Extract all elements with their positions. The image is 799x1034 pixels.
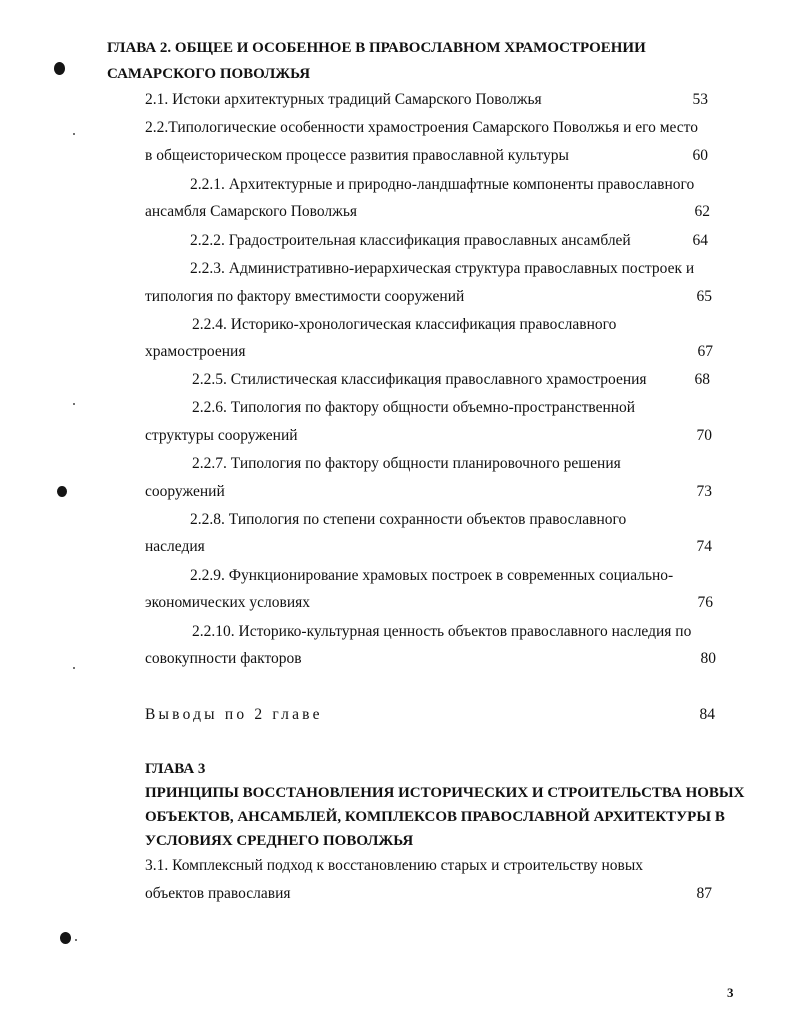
toc-entry-2-2-9-cont: экономических условиях: [145, 594, 310, 611]
scan-speck: [73, 403, 75, 405]
toc-entry-2-2-1-cont: ансамбля Самарского Поволжья: [145, 203, 358, 220]
toc-entry-2-2-3-cont: типология по фактору вместимости сооружений: [145, 288, 465, 305]
ink-blot: [54, 62, 65, 75]
toc-page-2-2-2: 64: [692, 232, 708, 249]
toc-entry-2-2-10: 2.2.10. Историко-культурная ценность объектов православного наследия по: [192, 623, 692, 640]
toc-entry-2-2-4: 2.2.4. Историко-хронологическая классификация православного: [192, 316, 617, 333]
conclusions-page: 84: [699, 706, 715, 723]
toc-page-2-2-1: 62: [694, 203, 710, 220]
toc-page-2-1: 53: [692, 91, 708, 108]
toc-page-2-2-8: 74: [696, 538, 712, 555]
toc-entry-3-1: 3.1. Комплексный подход к восстановлению старых и строительству новых: [145, 857, 644, 874]
chapter2-heading-line2: САМАРСКОГО ПОВОЛЖЬЯ: [107, 66, 311, 82]
toc-page-2-2-9: 76: [697, 594, 713, 611]
chapter3-title-line2: ОБЪЕКТОВ, АНСАМБЛЕЙ, КОМПЛЕКСОВ ПРАВОСЛАВНОЙ АРХИТЕКТУРЫ В: [145, 809, 725, 825]
toc-entry-2-2-9: 2.2.9. Функционирование храмовых построек в современных социально-: [190, 567, 674, 584]
chapter3-title-line3: УСЛОВИЯХ СРЕДНЕГО ПОВОЛЖЬЯ: [145, 833, 414, 849]
toc-entry-2-2-10-cont: совокупности факторов: [145, 650, 302, 667]
toc-entry-2-2-8-cont: наследия: [145, 538, 205, 555]
chapter3-label: ГЛАВА 3: [145, 761, 206, 777]
toc-page-2-2-7: 73: [696, 483, 712, 500]
toc-page-2-2-5: 68: [694, 371, 710, 388]
toc-page-2-2-4: 67: [697, 343, 713, 360]
toc-entry-2-2-5: 2.2.5. Стилистическая классификация православного храмостроения: [192, 371, 647, 388]
toc-page-2-2-3: 65: [696, 288, 712, 305]
toc-entry-2-2-6: 2.2.6. Типология по фактору общности объемно-пространственной: [192, 399, 636, 416]
toc-entry-2-2-2: 2.2.2. Градостроительная классификация православных ансамблей: [190, 232, 631, 249]
toc-entry-2-2-1: 2.2.1. Архитектурные и природно-ландшафтные компоненты православного: [190, 176, 695, 193]
ink-blot: [57, 486, 67, 497]
scan-speck: [75, 939, 77, 941]
toc-entry-2-2-7-cont: сооружений: [145, 483, 225, 500]
conclusions-label: Выводы по 2 главе: [145, 706, 323, 723]
toc-entry-2-1: 2.1. Истоки архитектурных традиций Самарского Поволжья: [145, 91, 542, 108]
toc-entry-2-2-7: 2.2.7. Типология по фактору общности планировочного решения: [192, 455, 621, 472]
toc-entry-3-1-cont: объектов православия: [145, 885, 291, 902]
toc-entry-2-2-4-cont: храмостроения: [145, 343, 246, 360]
scan-speck: [73, 667, 75, 669]
scan-speck: [73, 133, 75, 135]
chapter3-title-line1: ПРИНЦИПЫ ВОССТАНОВЛЕНИЯ ИСТОРИЧЕСКИХ И СТРОИТЕЛЬСТВА НОВЫХ: [145, 785, 745, 801]
toc-page-3-1: 87: [696, 885, 712, 902]
toc-entry-2-2-8: 2.2.8. Типология по степени сохранности объектов православного: [190, 511, 627, 528]
chapter2-heading-line1: ГЛАВА 2. ОБЩЕЕ И ОСОБЕННОЕ В ПРАВОСЛАВНОМ ХРАМОСТРОЕНИИ: [107, 40, 646, 56]
toc-entry-2-2-6-cont: структуры сооружений: [145, 427, 298, 444]
toc-page-2-2-10: 80: [700, 650, 716, 667]
ink-blot: [60, 932, 71, 944]
toc-page-2-2: 60: [692, 147, 708, 164]
toc-entry-2-2: 2.2.Типологические особенности храмостроения Самарского Поволжья и его место: [145, 119, 698, 136]
toc-entry-2-2-cont: в общеисторическом процессе развития православной культуры: [145, 147, 569, 164]
toc-entry-2-2-3: 2.2.3. Административно-иерархическая структура православных построек и: [190, 260, 695, 277]
toc-page-2-2-6: 70: [696, 427, 712, 444]
page-number: 3: [727, 985, 734, 1000]
